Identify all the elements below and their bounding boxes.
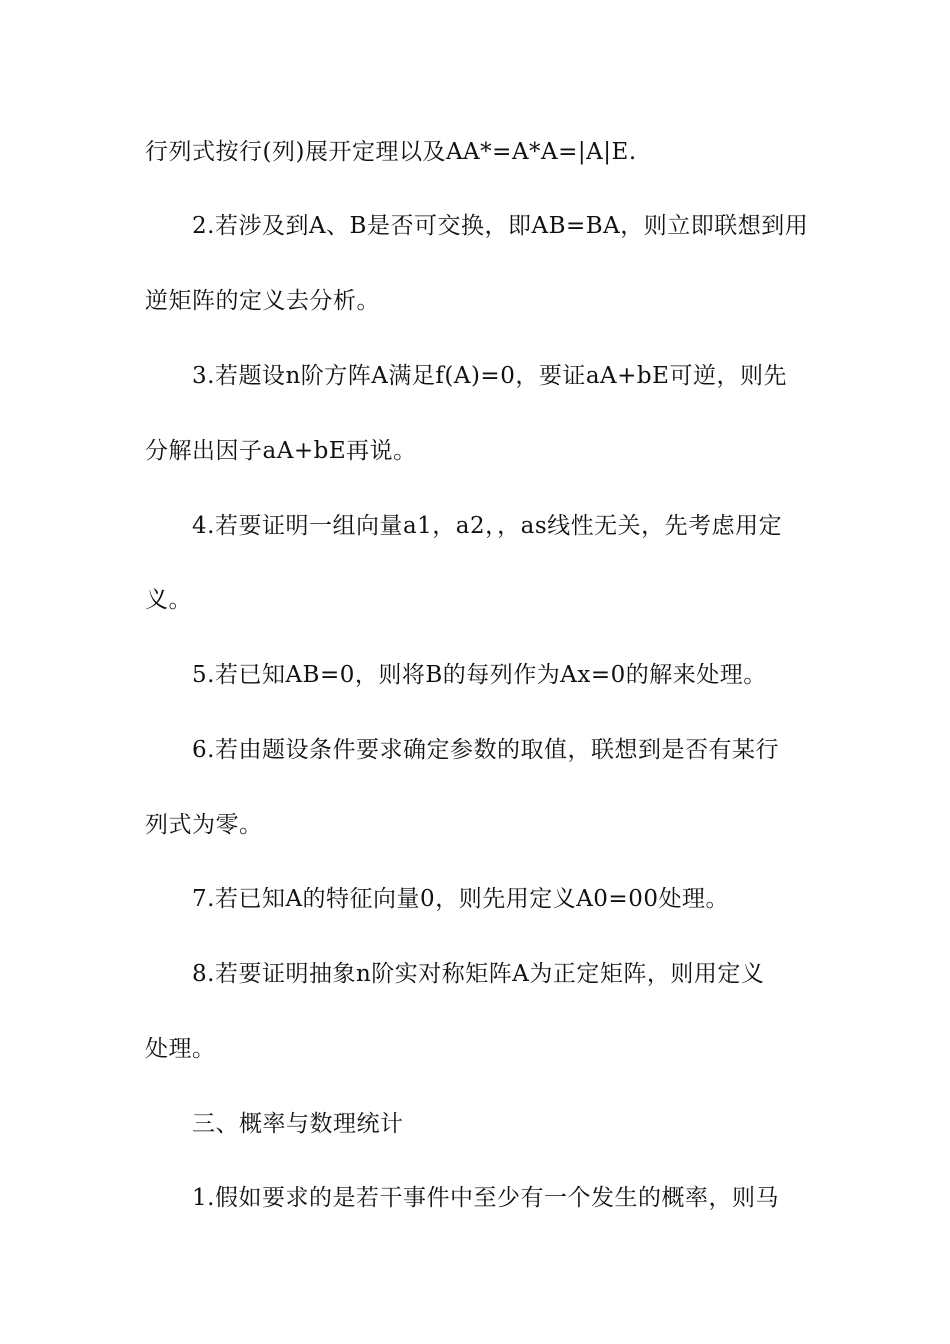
text-line: 分解出因子aA+bE再说。 bbox=[145, 438, 417, 464]
text-line: 6.若由题设条件要求确定参数的取值，联想到是否有某行 bbox=[192, 737, 779, 763]
text-line: 7.若已知A的特征向量0，则先用定义A0=00处理。 bbox=[192, 886, 729, 912]
text-line: 行列式按行(列)展开定理以及AA*=A*A=|A|E. bbox=[145, 139, 637, 165]
text-line: 列式为零。 bbox=[145, 812, 263, 838]
text-line: 2.若涉及到A、B是否可交换，即AB=BA，则立即联想到用 bbox=[192, 213, 809, 239]
text-line: 1.假如要求的是若干事件中至少有一个发生的概率，则马 bbox=[192, 1185, 779, 1211]
text-line: 义。 bbox=[145, 587, 192, 613]
text-line: 处理。 bbox=[145, 1036, 216, 1062]
text-line: 3.若题设n阶方阵A满足f(A)=0，要证aA+bE可逆，则先 bbox=[192, 363, 787, 389]
text-line: 5.若已知AB=0，则将B的每列作为Ax=0的解来处理。 bbox=[192, 662, 767, 688]
section-heading: 三、概率与数理统计 bbox=[192, 1111, 404, 1137]
text-line: 8.若要证明抽象n阶实对称矩阵A为正定矩阵，则用定义 bbox=[192, 961, 765, 987]
text-line: 4.若要证明一组向量a1，a2，，as线性无关，先考虑用定 bbox=[192, 513, 783, 539]
text-line: 逆矩阵的定义去分析。 bbox=[145, 288, 380, 314]
